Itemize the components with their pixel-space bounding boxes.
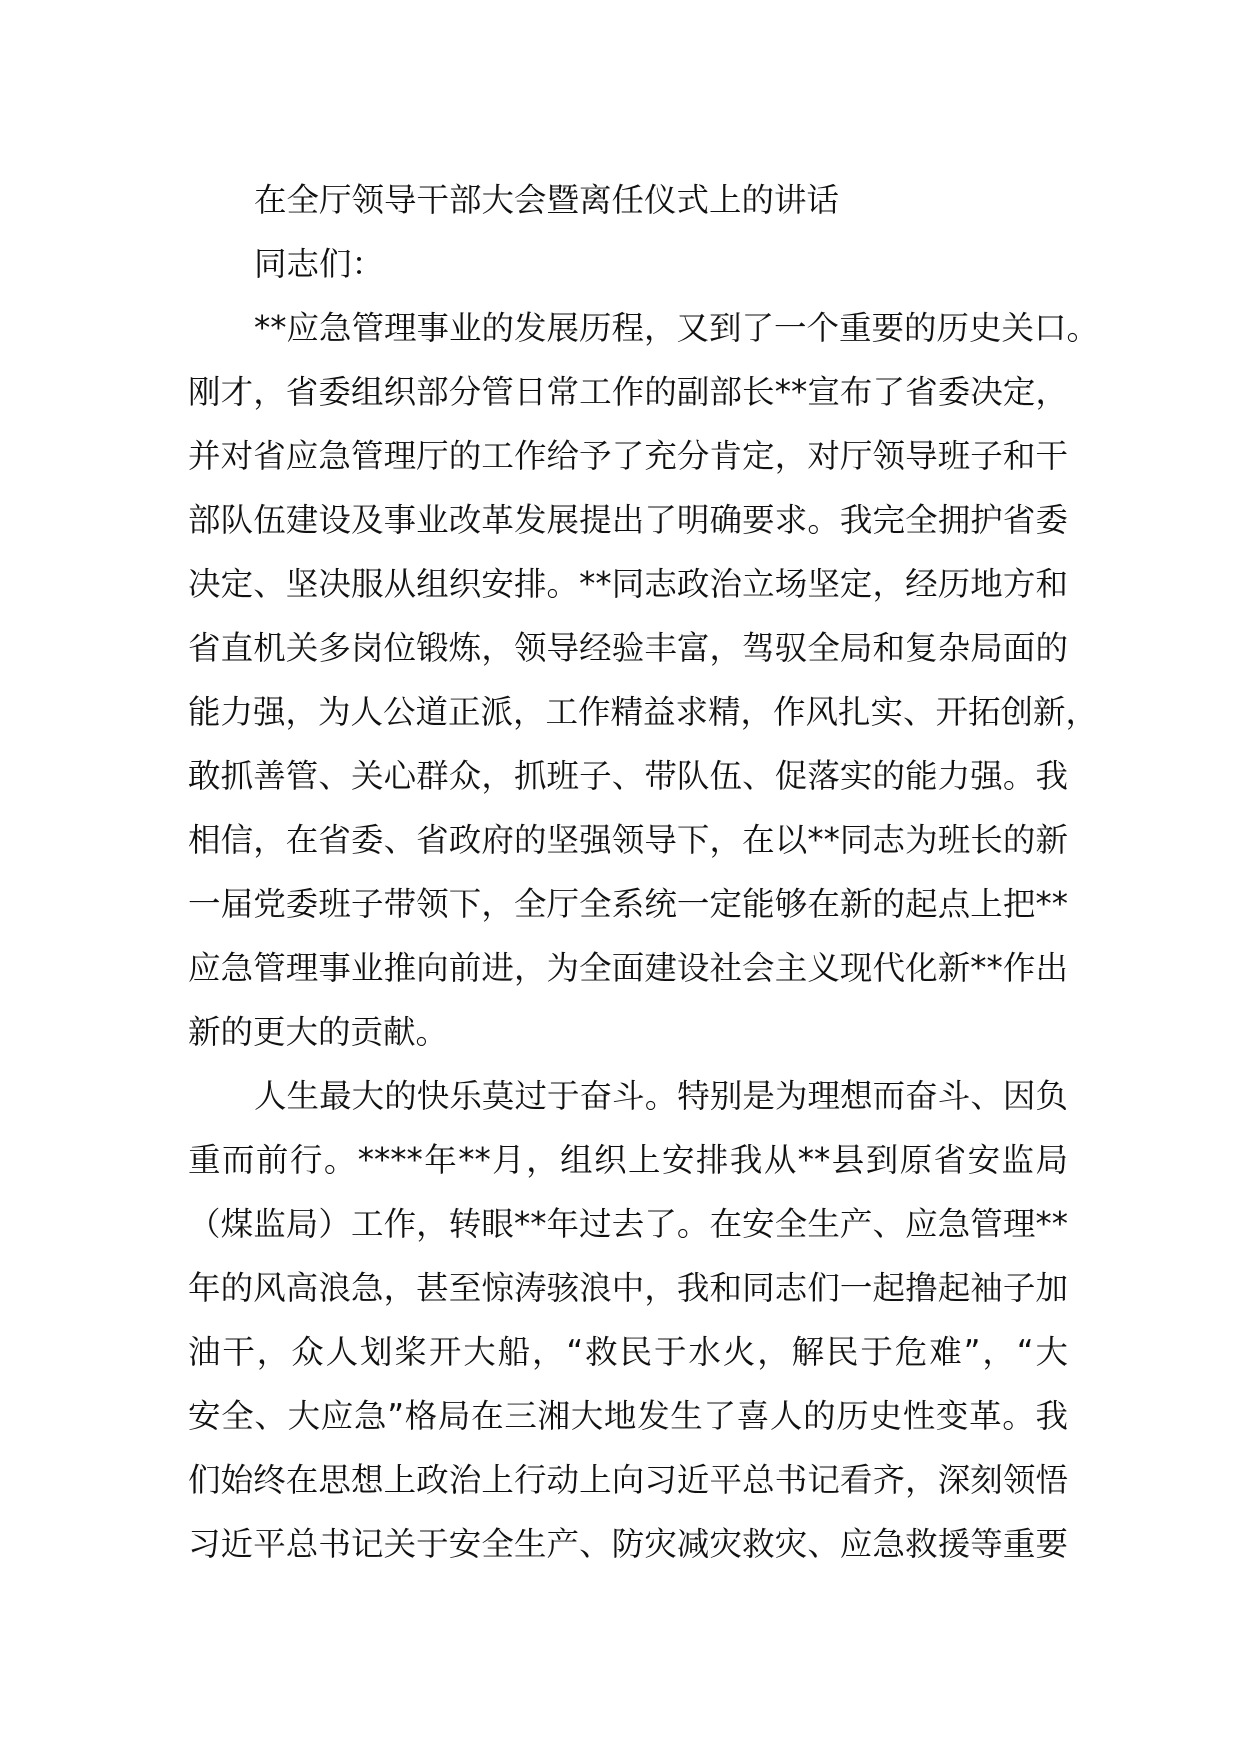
document-body xyxy=(188,168,1100,1576)
paragraph-line: 习近平总书记关于安全生产、防灾减灾救灾、应急救援等重要 xyxy=(188,1525,1068,1563)
paragraph-line: 相信，在省委、省政府的坚强领导下，在以**同志为班长的新 xyxy=(188,821,1068,859)
paragraph-line: 部队伍建设及事业改革发展提出了明确要求。我完全拥护省委 xyxy=(188,501,1068,539)
paragraph-line: 人生最大的快乐莫过于奋斗。特别是为理想而奋斗、因负 xyxy=(254,1077,1068,1115)
paragraph-line: 们始终在思想上政治上行动上向习近平总书记看齐，深刻领悟 xyxy=(188,1461,1068,1499)
paragraph-line: 能力强，为人公道正派，工作精益求精，作风扎实、开拓创新， xyxy=(188,693,1099,731)
paragraph-line: 应急管理事业推向前进，为全面建设社会主义现代化新**作出 xyxy=(188,949,1068,987)
paragraph-line: 并对省应急管理厅的工作给予了充分肯定，对厅领导班子和干 xyxy=(188,437,1068,475)
paragraph-line: 刚才，省委组织部分管日常工作的副部长**宣布了省委决定， xyxy=(188,373,1068,411)
paragraph-line: 新的更大的贡献。 xyxy=(188,1013,449,1051)
paragraph-line: （煤监局）工作，转眼**年过去了。在安全生产、应急管理** xyxy=(188,1205,1068,1243)
salutation: 同志们： xyxy=(254,245,385,283)
paragraph-line: 一届党委班子带领下，全厅全系统一定能够在新的起点上把** xyxy=(188,885,1068,923)
document-title: 在全厅领导干部大会暨离任仪式上的讲话 xyxy=(254,181,840,219)
paragraph-line: 决定、坚决服从组织安排。**同志政治立场坚定，经历地方和 xyxy=(188,565,1068,603)
paragraph-line: 油干，众人划桨开大船，“救民于水火，解民于危难”，“大 xyxy=(188,1333,1068,1371)
paragraph-line: **应急管理事业的发展历程，又到了一个重要的历史关口。 xyxy=(254,309,1100,347)
paragraph-line: 敢抓善管、关心群众，抓班子、带队伍、促落实的能力强。我 xyxy=(188,757,1068,795)
paragraph-line: 省直机关多岗位锻炼，领导经验丰富，驾驭全局和复杂局面的 xyxy=(188,629,1068,667)
paragraph-line: 安全、大应急”格局在三湘大地发生了喜人的历史性变革。我 xyxy=(188,1397,1068,1435)
paragraph-line: 年的风高浪急，甚至惊涛骇浪中，我和同志们一起撸起袖子加 xyxy=(188,1269,1068,1307)
paragraph-line: 重而前行。****年**月，组织上安排我从**县到原省安监局 xyxy=(188,1141,1068,1179)
